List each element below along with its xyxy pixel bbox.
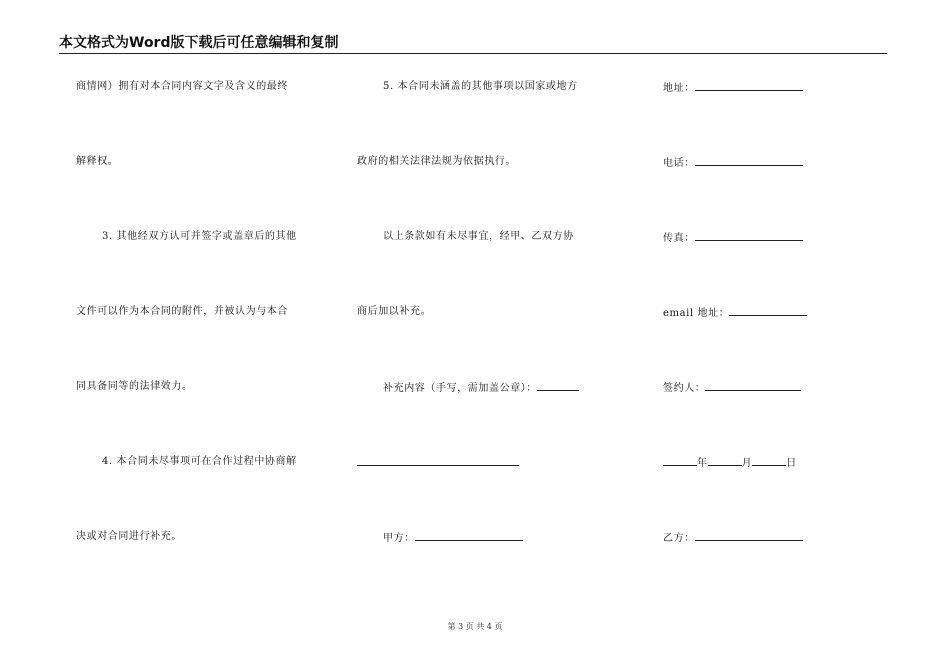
left-line-4: 文件可以作为本合同的附件，并被认为与本合 <box>76 306 288 317</box>
left-line-1: 商情网）拥有对本合同内容文字及含义的最终 <box>76 81 288 92</box>
month-label: 月 <box>741 458 753 469</box>
address-field <box>663 80 803 96</box>
day-label: 日 <box>786 458 797 469</box>
left-line-3: 3. 其他经双方认可并签字或盖章后的其他 <box>102 231 297 242</box>
left-line-2: 解释权。 <box>76 156 119 167</box>
document-header-title: 本文格式为Word版下载后可任意编辑和复制 <box>59 35 339 51</box>
middle-line-2: 政府的相关法律法规为依据执行。 <box>357 156 516 167</box>
email-label: email 地址： <box>663 308 730 319</box>
signer-label: 签约人： <box>663 383 706 394</box>
supplement-content-blank[interactable] <box>537 380 579 391</box>
supplement-fill-blank[interactable] <box>357 455 519 466</box>
page-number-footer: 第 3 页 共 4 页 <box>447 622 503 631</box>
email-blank[interactable] <box>729 305 807 316</box>
date-field <box>663 455 797 471</box>
supplement-blank-line <box>357 455 519 471</box>
left-line-6: 4. 本合同未尽事项可在合作过程中协商解 <box>102 456 297 467</box>
month-blank[interactable] <box>708 455 742 466</box>
fax-field <box>663 230 803 246</box>
year-label: 年 <box>697 458 708 469</box>
phone-blank[interactable] <box>695 155 803 166</box>
fax-label: 传真： <box>663 233 695 244</box>
fax-blank[interactable] <box>695 230 803 241</box>
middle-line-4: 商后加以补充。 <box>357 306 432 317</box>
party-b-field <box>663 530 803 546</box>
party-a-label: 甲方： <box>383 533 415 544</box>
phone-field <box>663 155 803 171</box>
address-blank[interactable] <box>695 80 803 91</box>
header-divider <box>59 53 887 54</box>
signer-blank[interactable] <box>705 380 801 391</box>
address-label: 地址： <box>663 83 695 94</box>
left-line-7: 决或对合同进行补充。 <box>76 531 182 542</box>
day-blank[interactable] <box>752 455 786 466</box>
party-a-line <box>357 530 523 546</box>
supplement-content-line <box>357 380 579 396</box>
middle-line-1: 5. 本合同未涵盖的其他事项以国家或地方 <box>383 81 578 92</box>
left-line-5: 同具备同等的法律效力。 <box>76 381 193 392</box>
supplement-content-label: 补充内容（手写，需加盖公章）： <box>383 383 537 394</box>
party-a-blank[interactable] <box>415 530 523 541</box>
signer-field <box>663 380 801 396</box>
phone-label: 电话： <box>663 158 695 169</box>
party-b-label: 乙方： <box>663 533 695 544</box>
middle-line-3: 以上条款如有未尽事宜，经甲、乙双方协 <box>383 231 574 242</box>
email-field <box>663 305 807 321</box>
party-b-blank[interactable] <box>695 530 803 541</box>
year-blank[interactable] <box>663 455 697 466</box>
